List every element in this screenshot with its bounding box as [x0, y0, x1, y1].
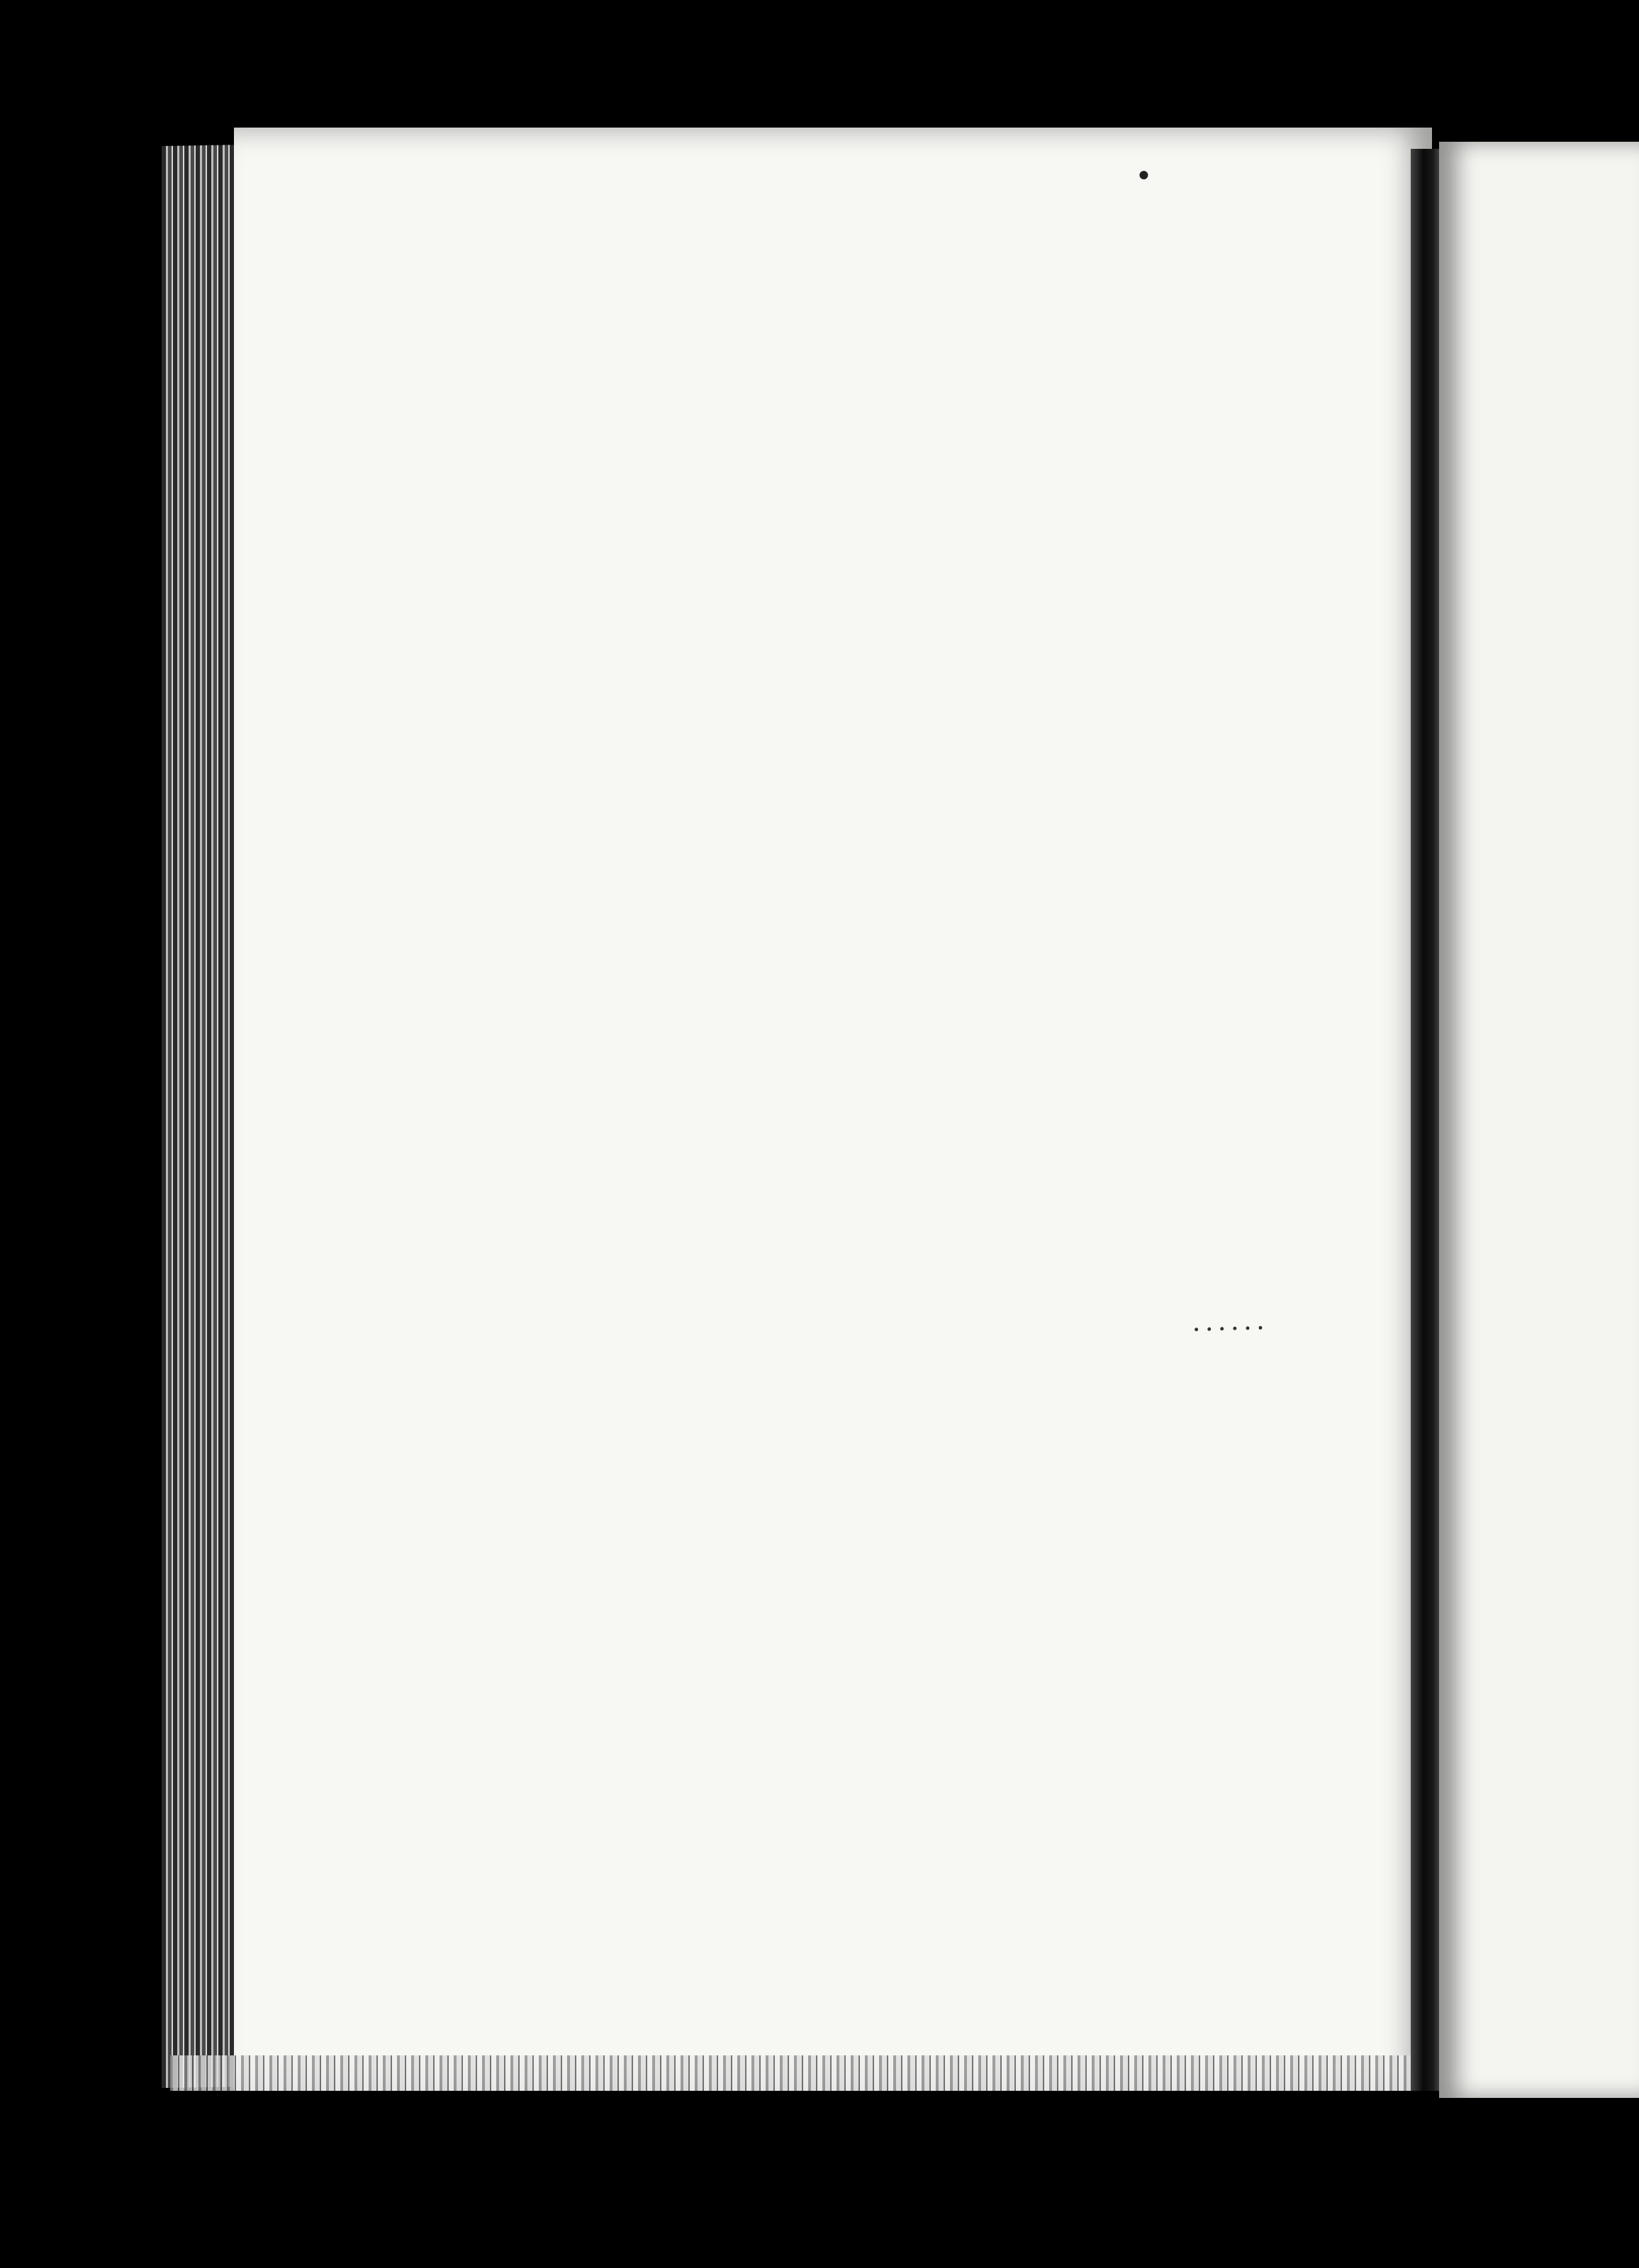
quote-paragraph: [374, 696, 1408, 723]
paragraph-text: [369, 512, 1403, 539]
paragraph-text: [369, 512, 1403, 539]
paragraph-separation-note: [386, 1156, 1420, 1183]
paragraph-separation: [369, 512, 1403, 539]
quote-paragraph: [374, 696, 1408, 723]
page-bottom-edge: [170, 2055, 1411, 2091]
left-page-content: [362, 228, 1439, 1885]
right-page: [1439, 142, 1639, 2098]
hubbard-line-3: ......: [1191, 1304, 1270, 1337]
quote-paragraph: [374, 696, 1408, 723]
report-quote: [374, 696, 1408, 723]
paragraph-text: [386, 1156, 1420, 1183]
